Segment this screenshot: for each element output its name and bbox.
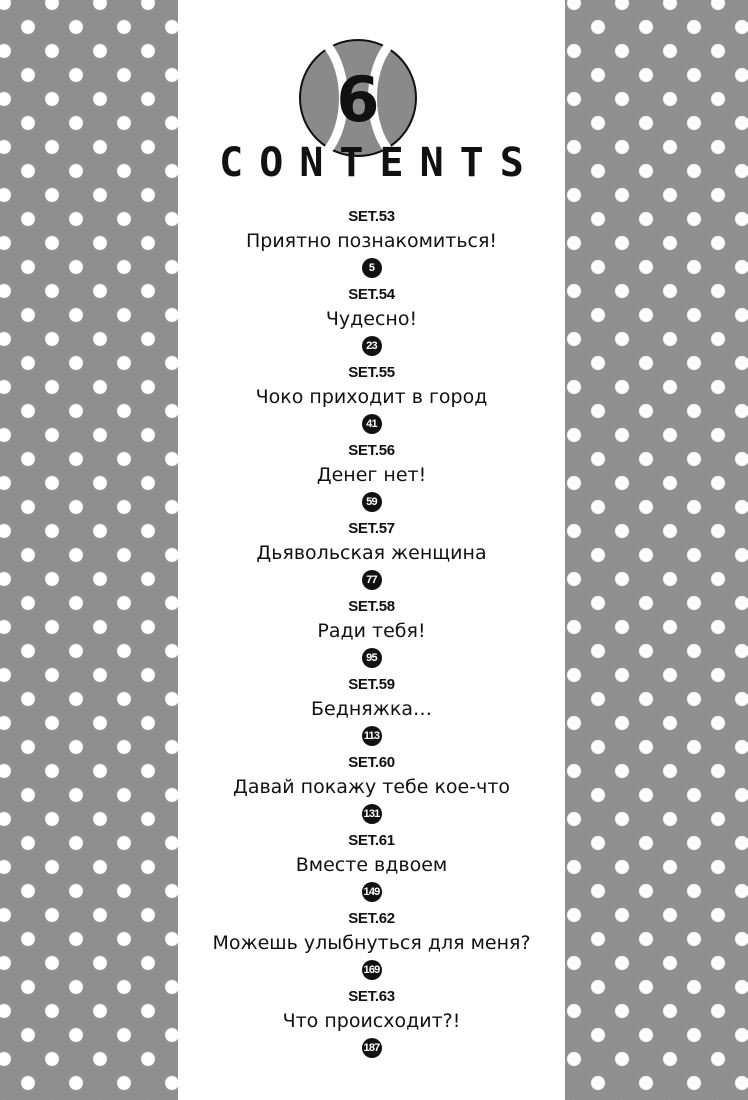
toc-entry: [178, 442, 565, 520]
chapter-title: Чоко приходит в город: [255, 386, 488, 408]
polka-dot-border-left: [0, 0, 178, 1100]
page-number-badge: 77: [362, 570, 382, 590]
toc-entry: [178, 988, 565, 1066]
polka-dot-border-right: [565, 0, 748, 1100]
set-number: SET.53: [348, 208, 395, 225]
toc-entry: [178, 598, 565, 676]
set-number: SET.62: [348, 910, 395, 927]
chapter-title: Давай покажу тебе кое-что: [232, 776, 511, 798]
set-number: SET.59: [348, 676, 395, 693]
chapter-title: Что происходит?!: [282, 1010, 461, 1032]
chapter-title: Можешь улыбнуться для меня?: [212, 932, 531, 954]
page-number-badge: 59: [362, 492, 382, 512]
toc-entry: [178, 832, 565, 910]
set-number: SET.56: [348, 442, 395, 459]
page-number-badge: 187: [362, 1038, 382, 1058]
toc-entry: [178, 208, 565, 286]
page-number-badge: 5: [362, 258, 382, 278]
toc-entry: [178, 676, 565, 754]
toc-entry: [178, 364, 565, 442]
chapter-title: Приятно познакомиться!: [245, 230, 498, 252]
set-number: SET.54: [348, 286, 395, 303]
chapter-title: Чудесно!: [325, 308, 418, 330]
toc-entry: [178, 910, 565, 988]
set-number: SET.58: [348, 598, 395, 615]
page-number-badge: 113: [362, 726, 382, 746]
toc-entry: [178, 286, 565, 364]
set-number: SET.61: [348, 832, 395, 849]
table-of-contents: [178, 208, 565, 1066]
chapter-title: Вместе вдвоем: [295, 854, 448, 876]
chapter-title: Ради тебя!: [317, 620, 426, 642]
page-number-badge: 95: [362, 648, 382, 668]
set-number: SET.63: [348, 988, 395, 1005]
page-number-badge: 149: [362, 882, 382, 902]
set-number: SET.55: [348, 364, 395, 381]
chapter-title: Денег нет!: [316, 464, 427, 486]
volume-number: 6: [336, 63, 380, 136]
toc-entry: [178, 520, 565, 598]
chapter-title: Бедняжка…: [311, 698, 432, 720]
set-number: SET.57: [348, 520, 395, 537]
page-number-badge: 23: [362, 336, 382, 356]
toc-entry: [178, 754, 565, 832]
page-number-badge: 131: [362, 804, 382, 824]
chapter-title: Дьявольская женщина: [256, 542, 487, 564]
contents-heading: CONTENTS: [219, 140, 540, 186]
page-number-badge: 41: [362, 414, 382, 434]
page-number-badge: 169: [362, 960, 382, 980]
set-number: SET.60: [348, 754, 395, 771]
